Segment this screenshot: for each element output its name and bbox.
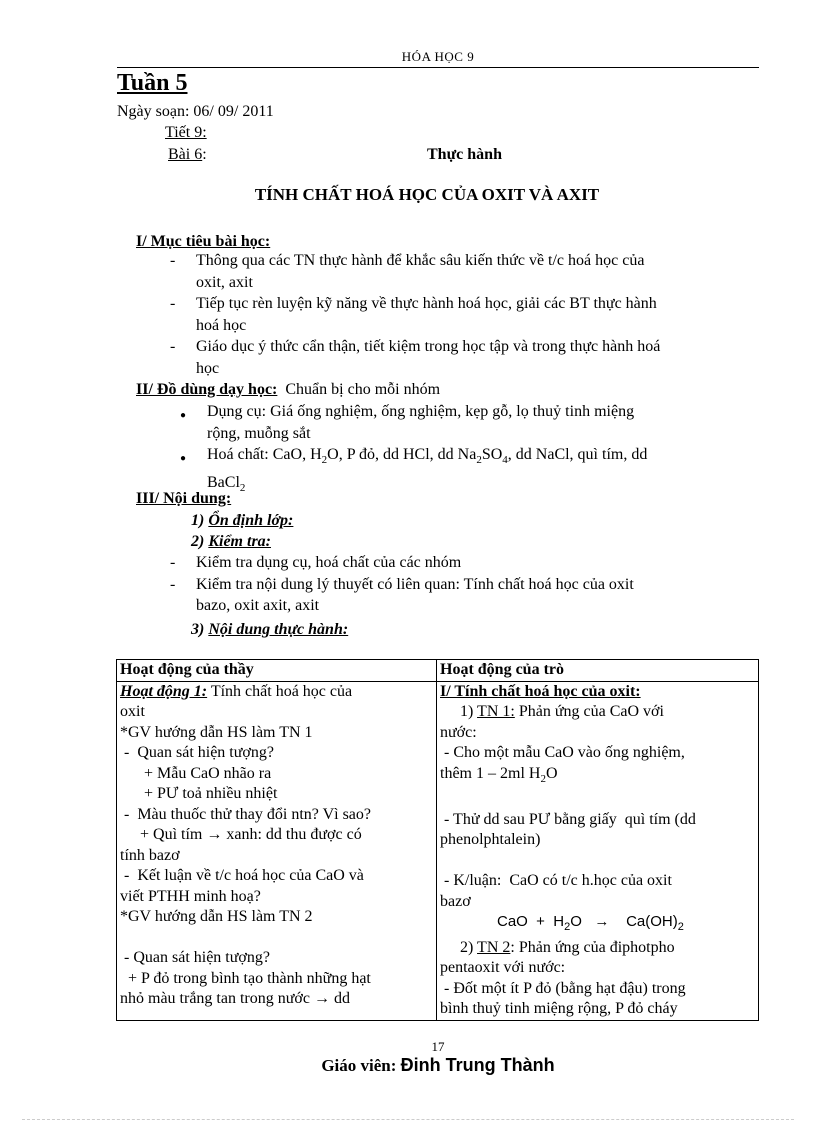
period: Tiết 9: — [165, 124, 207, 141]
page-bottom-rule — [22, 1119, 794, 1120]
list-item: - Kiểm tra dụng cụ, hoá chất của các nhóm — [196, 552, 766, 574]
section2-heading: II/ Đồ dùng dạy học: — [136, 381, 278, 398]
section2-heading-row — [136, 379, 440, 400]
section2-note: Chuẩn bị cho mỗi nhóm — [285, 381, 441, 398]
table-row — [117, 681, 759, 1020]
list-item: - Tiếp tục rèn luyện kỹ năng về thực hành hoá học, giải các BT thực hành hoá học — [196, 293, 766, 336]
lesson-type: Thực hành — [427, 146, 502, 163]
page-header: HÓA HỌC 9 — [401, 49, 475, 64]
list-item: ● Hoá chất: CaO, $H_2O$, P đỏ, dd HCl, dd $Na_2SO_4$, dd NaCl, quì tím, dd BaCl$_2$ — [207, 444, 767, 499]
col-header-teacher: Hoạt động của thầy — [117, 660, 437, 682]
check-list — [196, 552, 766, 617]
header-rule — [117, 67, 759, 68]
reaction-equation: CaO + $H_2O$ → $Ca(OH)_2$ — [497, 913, 684, 934]
student-activities: I/ Tính chất hoá học của oxit: 1) TN 1: Phản ứng của CaO với nước: - Cho một mẫu CaO vào ống nghiệm, thêm 1 – 2ml $H_2O$ - Thử dd sau PƯ bằng giấy quì tím (dd phenolphtalein) - K/luận: CaO có t/c h.học của oxit bazơ CaO + $H_2O$ → $Ca(OH)_2$ 2) TN 2: Phản ứng của điphotpho pentaoxit với nước: - Đốt một ít P đỏ (bằng hạt đậu) trong bình thuỷ tinh miệng rộng, P đỏ cháy — [437, 681, 759, 1020]
list-item: - Kiểm tra nội dung lý thuyết có liên quan: Tính chất hoá học của oxit bazo, oxit axit, axit — [196, 574, 766, 617]
section1-heading: I/ Mục tiêu bài học: — [136, 233, 271, 250]
list-item: - Thông qua các TN thực hành để khắc sâu kiến thức về t/c hoá học của oxit, axit — [196, 250, 766, 293]
table-header-row — [117, 660, 759, 682]
list-item: ● Dụng cụ: Giá ống nghiệm, ống nghiệm, kẹp gỗ, lọ thuỷ tinh miệng rộng, muỗng sắt — [207, 401, 767, 444]
section2-list — [207, 401, 767, 499]
lesson-label: Bài 6: — [168, 146, 207, 163]
step-practice: 3) Nội dung thực hành: — [191, 621, 349, 638]
activity-table — [116, 659, 759, 1021]
teacher-activities: Hoạt động 1: Tính chất hoá học của oxit *GV hướng dẫn HS làm TN 1 - Quan sát hiện tượng? + Mẫu CaO nhão ra + PƯ toả nhiều nhiệt - Màu thuốc thử thay đổi ntn? Vì sao? + Quì tím → xanh: dd thu được có tính bazơ - Kết luận về t/c hoá học của CaO và viết PTHH minh hoạ? *GV hướng dẫn HS làm TN 2 - Quan sát hiện tượng? + P đỏ trong bình tạo thành những hạt nhỏ màu trắng tan trong nước → dd — [117, 681, 437, 1020]
prep-date: Ngày soạn: 06/ 09/ 2011 — [117, 103, 274, 120]
page-number: 17 — [431, 1039, 445, 1054]
col-header-student: Hoạt động của trò — [437, 660, 759, 682]
section1-list — [196, 250, 766, 379]
list-item: - Giáo dục ý thức cẩn thận, tiết kiệm trong học tập và trong thực hành hoá học — [196, 336, 766, 379]
section3-heading: III/ Nội dung: — [136, 490, 232, 507]
teacher-credit: Giáo viên: Đinh Trung Thành — [321, 1055, 555, 1075]
step-check: 2) Kiểm tra: — [191, 533, 271, 550]
step-stabilize: 1) Ổn định lớp: — [191, 512, 294, 529]
week-title: Tuần 5 — [117, 70, 188, 96]
lesson-title: TÍNH CHẤT HOÁ HỌC CỦA OXIT VÀ AXIT — [254, 185, 600, 204]
